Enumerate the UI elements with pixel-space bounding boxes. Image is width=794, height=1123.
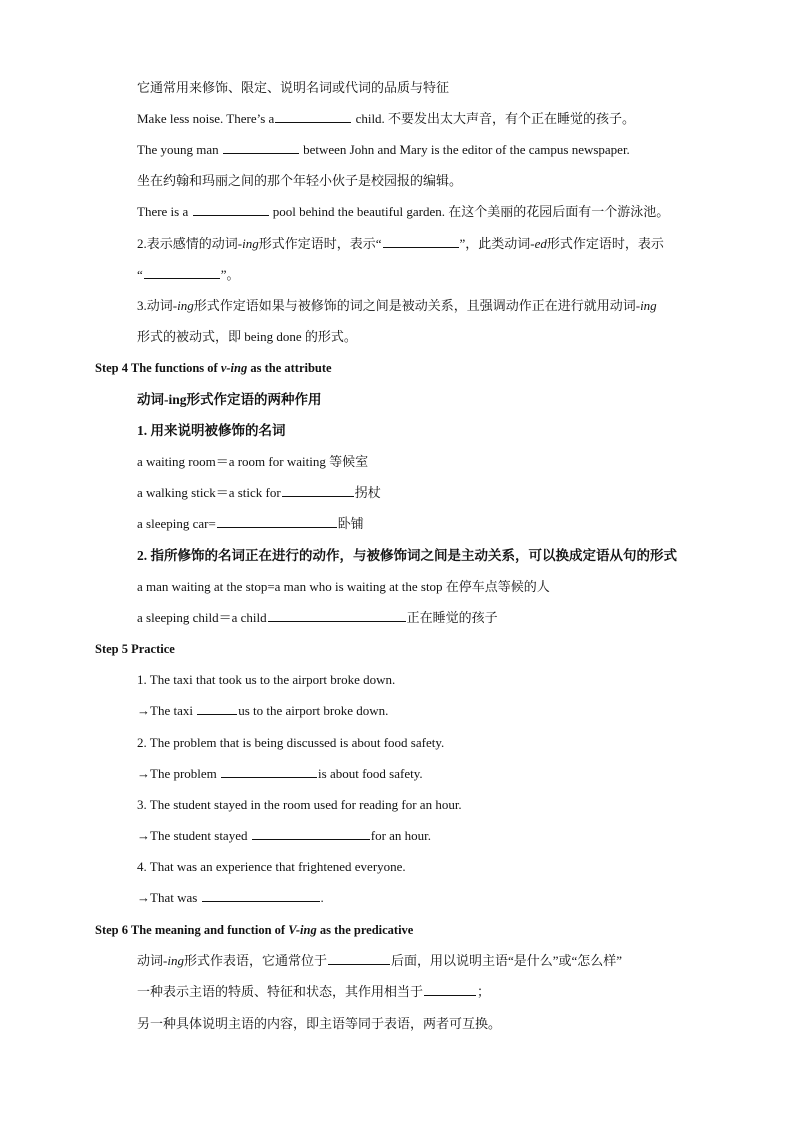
practice-item (137, 796, 462, 814)
text-line (137, 983, 490, 1001)
text: a sleeping child＝a child (137, 610, 267, 625)
practice-answer (137, 765, 423, 783)
text: 形式作表语，它通常位于 (183, 953, 327, 968)
fill-blank (268, 609, 406, 622)
text-line (137, 266, 240, 284)
text: →The problem (137, 766, 221, 781)
text: 正在睡觉的孩子 (406, 610, 498, 625)
text: is about food safety. (318, 766, 423, 781)
text: as the predicative (316, 923, 414, 937)
text: →The student stayed (137, 828, 251, 843)
fill-blank (424, 983, 476, 996)
fill-blank (223, 141, 299, 154)
text-line (137, 453, 368, 471)
text: 一种表示主语的特质、特征和状态，其作用相当于 (137, 984, 424, 999)
text: 2. The problem that is being discussed is about food safety. (137, 735, 445, 750)
text: 另一种具体说明主语的内容，即主语等同于表语，两者可互换。 (137, 1016, 502, 1031)
text: 坐在约翰和玛丽之间的那个年轻小伙子是校园报的编辑。 (137, 173, 463, 188)
text: There is a (137, 204, 192, 219)
text: for an hour. (370, 828, 432, 843)
text-line (137, 141, 630, 159)
fill-blank (275, 110, 351, 123)
practice-item (137, 734, 444, 752)
text: 3.动词- (137, 298, 178, 313)
section-heading (95, 921, 413, 939)
text-line (137, 328, 357, 346)
text: 形式的被动式，即 being done 的形式。 (137, 329, 357, 344)
text: Step 4 The functions of (95, 361, 221, 375)
practice-answer (137, 827, 431, 845)
text: pool behind the beautiful garden. 在这个美丽的花园后面有一个游泳池。 (269, 204, 670, 219)
practice-item (137, 671, 395, 689)
text-italic: ed (534, 236, 547, 251)
text-italic: v-ing (220, 361, 248, 375)
text-line (137, 609, 498, 627)
text-italic: ing (177, 298, 194, 313)
text: us to the airport broke down. (238, 703, 389, 718)
text-italic: ing (242, 236, 259, 251)
text-line (137, 203, 669, 221)
fill-blank (193, 203, 269, 216)
text: 形式作定语如果与被修饰的词之间是被动关系，且强调动作正在进行就用动词- (193, 298, 641, 313)
text-line (137, 515, 364, 533)
text-line (137, 110, 635, 128)
text-italic: V-ing (288, 923, 317, 937)
fill-blank (144, 266, 220, 279)
text: Make less noise. There’s a (137, 111, 275, 126)
text-line (137, 484, 381, 502)
text: 后面，用以说明主语“是什么”或“怎么样” (390, 953, 623, 968)
text: a sleeping car= (137, 516, 216, 531)
text: 形式作定语时，表示 (546, 236, 664, 251)
text: between John and Mary is the editor of the campus newspaper. (299, 142, 630, 157)
text-line (137, 578, 550, 596)
text: 形式作定语时，表示“ (258, 236, 382, 251)
text-line (137, 297, 657, 315)
practice-answer (137, 889, 324, 907)
text: Step 6 The meaning and function of (95, 923, 289, 937)
text: a walking stick＝a stick for (137, 485, 281, 500)
text: 2. 指所修饰的名词正在进行的动作，与被修饰词之间是主动关系，可以换成定语从句的形式 (137, 548, 677, 563)
text-line (137, 1015, 501, 1033)
text: Step 5 Practice (95, 642, 175, 656)
practice-answer (137, 702, 388, 720)
text: a man waiting at the stop=a man who is waiting at the stop 在停车点等候的人 (137, 579, 550, 594)
text: 它通常用来修饰、限定、说明名词或代词的品质与特征 (137, 80, 450, 95)
text: →That was (137, 890, 201, 905)
text-line (137, 172, 462, 190)
practice-item (137, 858, 406, 876)
text-line (137, 79, 449, 97)
text: as the attribute (247, 361, 332, 375)
fill-blank (252, 827, 370, 840)
fill-blank (217, 515, 337, 528)
fill-blank (221, 765, 317, 778)
text-italic: ing (167, 953, 184, 968)
text: . (320, 890, 324, 905)
text: ”，此类动词- (459, 236, 535, 251)
text: 动词-ing形式作定语的两种作用 (137, 392, 322, 407)
text: 1. 用来说明被修饰的名词 (137, 423, 286, 438)
text: ”。 (220, 267, 240, 282)
text: 3. The student stayed in the room used for reading for an hour. (137, 797, 462, 812)
text: “ (137, 267, 143, 282)
text: 拐杖 (354, 485, 381, 500)
fill-blank (202, 889, 320, 902)
subheading (137, 547, 677, 565)
text: child. 不要发出太大声音，有个正在睡觉的孩子。 (352, 111, 636, 126)
text: 卧铺 (337, 516, 364, 531)
section-heading (95, 640, 175, 658)
fill-blank (282, 484, 354, 497)
text: 动词- (137, 953, 168, 968)
subheading (137, 422, 286, 440)
text-line (137, 952, 622, 970)
section-heading (95, 359, 332, 377)
text: 2.表示感情的动词- (137, 236, 243, 251)
subheading (137, 391, 322, 409)
text: 4. That was an experience that frightened everyone. (137, 859, 406, 874)
text: 1. The taxi that took us to the airport broke down. (137, 672, 396, 687)
text: ； (477, 984, 491, 999)
text: a waiting room＝a room for waiting 等候室 (137, 454, 369, 469)
fill-blank (197, 702, 237, 715)
text-italic: ing (640, 298, 657, 313)
fill-blank (383, 235, 459, 248)
text-line (137, 235, 664, 253)
text: →The taxi (137, 703, 197, 718)
text: The young man (137, 142, 222, 157)
fill-blank (328, 952, 390, 965)
